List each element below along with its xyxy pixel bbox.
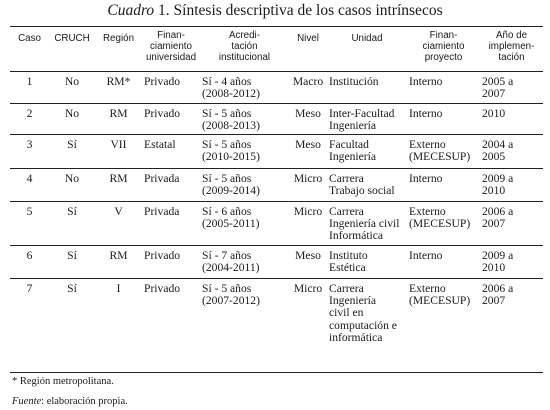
table-title-text: Síntesis descriptiva de los casos intrínsecos: [173, 2, 443, 19]
header-ano-implementacion: Año de implemen- tación: [488, 30, 535, 63]
cell-region: I: [116, 281, 121, 295]
cell-financiamiento-universidad: Privado: [144, 106, 181, 120]
cell-ano-implementacion: 2006 a 2007: [482, 281, 514, 307]
table-row: [10, 134, 543, 168]
cell-unidad: Carrera Ingeniería civil en computación e informática: [329, 281, 397, 345]
cell-caso: 6: [26, 248, 33, 262]
cell-nivel: Macro: [292, 74, 324, 88]
cell-acreditacion: Sí - 5 años (2007-2012): [202, 281, 260, 307]
cell-acreditacion: Sí - 5 años (2009-2014): [202, 171, 260, 197]
cell-ano-implementacion: 2006 a 2007: [482, 204, 514, 230]
cell-region: RM: [109, 106, 128, 120]
header-region: Región: [102, 33, 135, 44]
cell-nivel: Micro: [293, 204, 323, 218]
cell-financiamiento-universidad: Privada: [144, 204, 180, 218]
table-title: [0, 2, 550, 20]
cell-caso: 7: [26, 281, 33, 295]
header-financiamiento-proyecto: Finan- ciamiento proyecto: [422, 30, 465, 63]
cell-financiamiento-proyecto: Interno: [409, 171, 443, 185]
cell-acreditacion: Sí - 6 años (2005-2011): [202, 204, 260, 230]
cell-financiamiento-universidad: Privado: [144, 248, 181, 262]
cell-region: RM*: [106, 74, 131, 88]
cell-financiamiento-proyecto: Externo (MECESUP): [409, 137, 471, 163]
header-nivel: Nivel: [297, 33, 319, 44]
cell-financiamiento-proyecto: Externo (MECESUP): [409, 204, 471, 230]
cell-caso: 4: [26, 171, 33, 185]
cell-financiamiento-universidad: Privada: [144, 171, 180, 185]
table-row: [10, 71, 543, 103]
cell-financiamiento-proyecto: Interno: [409, 248, 443, 262]
bottom-rule: [10, 372, 543, 373]
cell-caso: 5: [26, 204, 33, 218]
cell-cruch: Sí: [67, 137, 77, 151]
header-acreditacion: Acredi- tación institucional: [218, 30, 271, 63]
cell-nivel: Meso: [295, 106, 321, 120]
cell-region: RM: [109, 171, 128, 185]
cell-unidad: Instituto Estética: [329, 248, 368, 274]
cell-financiamiento-proyecto: Interno: [409, 74, 443, 88]
cell-unidad: Inter-Facultad Ingeniería: [329, 106, 395, 132]
cell-unidad: Carrera Ingeniería civil Informática: [329, 204, 400, 243]
cell-ano-implementacion: 2004 a 2005: [482, 137, 514, 163]
header-unidad: Unidad: [351, 33, 383, 44]
cell-region: RM: [109, 248, 128, 262]
table-row: [10, 278, 543, 352]
cell-acreditacion: Sí - 5 años (2010-2015): [202, 137, 260, 163]
header-cruch: CRUCH: [54, 33, 90, 44]
table-body: [10, 71, 543, 352]
cell-financiamiento-proyecto: Externo (MECESUP): [409, 281, 471, 307]
cell-nivel: Micro: [293, 281, 323, 295]
source-text: : elaboración propia.: [41, 396, 128, 407]
cell-ano-implementacion: 2005 a 2007: [482, 74, 514, 100]
cell-caso: 3: [26, 137, 33, 151]
cell-unidad: Carrera Trabajo social: [329, 171, 395, 197]
cell-ano-implementacion: 2010: [482, 106, 506, 120]
table-row: [10, 245, 543, 278]
cell-cruch: No: [64, 171, 80, 185]
table-title-label: Cuadro: [107, 2, 155, 19]
footnote: * Región metropolitana.: [12, 376, 114, 387]
cell-financiamiento-universidad: Privado: [144, 281, 181, 295]
cell-cruch: Sí: [67, 248, 77, 262]
cell-acreditacion: Sí - 5 años (2008-2013): [202, 106, 260, 132]
table-title-number: 1.: [158, 2, 170, 19]
cell-acreditacion: Sí - 7 años (2004-2011): [202, 248, 260, 274]
cell-region: V: [114, 204, 123, 218]
cell-cruch: No: [64, 74, 80, 88]
cell-acreditacion: Sí - 4 años (2008-2012): [202, 74, 260, 100]
cell-financiamiento-proyecto: Interno: [409, 106, 443, 120]
cell-unidad: Facultad Ingeniería: [329, 137, 376, 163]
cell-unidad: Institución: [329, 74, 379, 88]
cell-nivel: Meso: [295, 248, 321, 262]
cases-table: [10, 27, 543, 352]
header-financiamiento-universidad: Finan- ciamiento universidad: [145, 30, 197, 63]
table-row: [10, 103, 543, 134]
cell-nivel: Micro: [293, 171, 323, 185]
cell-financiamiento-universidad: Estatal: [144, 137, 176, 151]
header-row: [10, 27, 543, 71]
source-label: Fuente: [12, 396, 42, 407]
cell-nivel: Meso: [295, 137, 321, 151]
cell-financiamiento-universidad: Privado: [144, 74, 181, 88]
cell-cruch: No: [64, 106, 80, 120]
cell-ano-implementacion: 2009 a 2010: [482, 248, 514, 274]
source-note: [12, 396, 128, 407]
cell-cruch: Sí: [67, 281, 77, 295]
cell-caso: 2: [26, 106, 33, 120]
cell-cruch: Sí: [67, 204, 77, 218]
table-row: [10, 201, 543, 245]
table-row: [10, 168, 543, 201]
header-caso: Caso: [18, 33, 41, 44]
cell-ano-implementacion: 2009 a 2010: [482, 171, 514, 197]
cell-caso: 1: [26, 74, 33, 88]
cell-region: VII: [110, 137, 127, 151]
